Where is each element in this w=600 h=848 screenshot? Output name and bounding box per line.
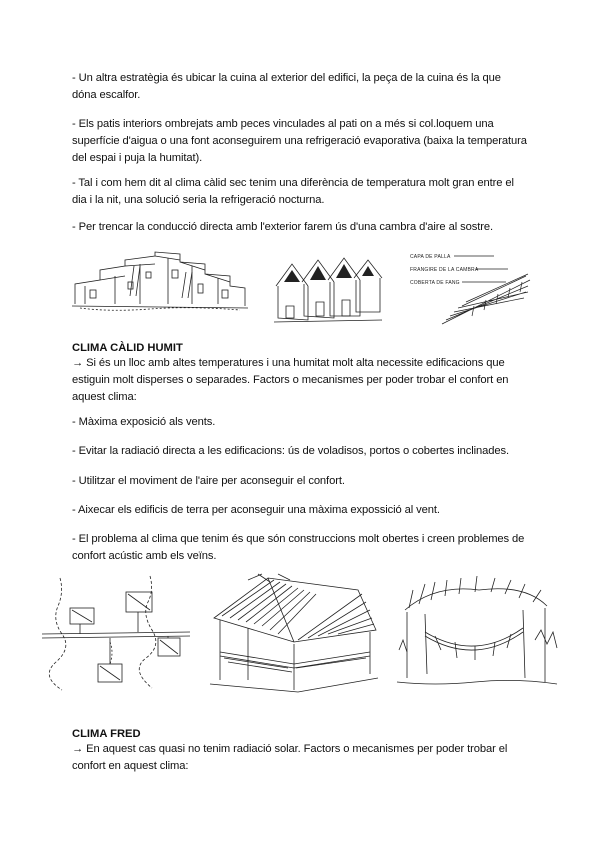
roof-label-mud: COBERTA DE FANG xyxy=(410,280,460,286)
dispersed-houses-plan-illustration xyxy=(40,572,195,697)
pitched-roof-houses-illustration xyxy=(272,246,384,326)
paragraph-acoustic-comfort: - El problema al clima que tenim és que són construccions molt obertes i creen problemes de confort acústic amb els veïns. xyxy=(72,533,525,562)
paragraph-night-cooling: - Tal i com hem dit al clima càlid sec tenim una diferència de temperatura molt gran entre el dia i la nit, una solució seria la refrigeració nocturna. xyxy=(72,177,514,206)
roof-section-illustration xyxy=(402,246,532,326)
paragraph-shaded-patios: - Els patis interiors ombrejats amb peces vinculades al pati on a més si col.loquem una superfície d'aigua o una font aconseguirem una refrigeració evaporativa (baixa la temperatura del espai i puja la humitat). xyxy=(72,118,527,164)
paragraph-hot-humid-intro: → Si és un lloc amb altes temperatures i una humitat molt alta necessite edificacions que estiguin molt disperses o separades. Factors o mecanismes per poder trobar el confort en aquest clima: xyxy=(72,357,509,403)
paragraph-roof-air-chamber: - Per trencar la conducció directa amb l'exterior farem ús d'una cambra d'aire al sostre. xyxy=(72,221,493,233)
roof-label-chamber: FRANGIRE DE LA CAMBRA xyxy=(410,267,479,273)
paragraph-air-movement: - Utilitzar el moviment de l'aire per aconseguir el confort. xyxy=(72,475,345,487)
paragraph-raise-buildings: - Aixecar els edificis de terra per aconseguir una màxima expossició al vent. xyxy=(72,504,440,516)
paragraph-avoid-radiation: - Evitar la radiació directa a les edificacions: ús de voladisos, portos o cobertes inclinades. xyxy=(72,445,509,457)
heading-cold: CLIMA FRED xyxy=(72,728,141,740)
paragraph-kitchen-outside: - Un altra estratègia és ubicar la cuina al exterior del edifici, la peça de la cuina és la que dóna escalfor. xyxy=(72,72,501,101)
paragraph-wind-exposure: - Màxima exposició als vents. xyxy=(72,416,216,428)
heading-hot-humid: CLIMA CÀLID HUMIT xyxy=(72,342,183,354)
hammock-shelter-illustration xyxy=(395,570,560,698)
raised-open-shelter-illustration xyxy=(208,568,380,696)
pueblo-village-illustration xyxy=(70,246,250,316)
paragraph-cold-intro: → En aquest cas quasi no tenim radiació solar. Factors o mecanismes per poder trobar el confort en aquest clima: xyxy=(72,743,508,772)
roof-label-straw: CAPA DE PALLA xyxy=(410,254,451,260)
